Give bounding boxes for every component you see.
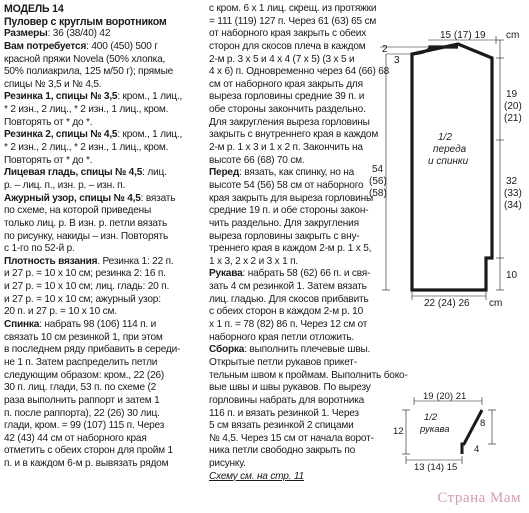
text-run: раза выполнить раппорт и затем 1 <box>4 394 160 406</box>
text-run: треннего края в каждом 2-м р. 1 х 5, <box>209 243 372 255</box>
text-line <box>209 243 384 256</box>
text-run: только лиц. р. В изн. р. петли вязать <box>4 217 168 229</box>
text-run: * 2 изн., 2 лиц., * 2 изн., 1 лиц., кром. <box>4 142 169 154</box>
text-line <box>4 3 204 16</box>
text-run: 2-м р. 3 х 5 и 4 х 4 (7 х 5) (3 х 5 и <box>209 53 355 65</box>
text-run: от наборного края закрыть с обеих <box>209 28 367 40</box>
text-run: см от наборного края закрыть для <box>209 78 363 90</box>
text-line <box>4 445 204 458</box>
text-line <box>4 332 204 345</box>
text-line <box>4 180 204 193</box>
text-line <box>4 357 204 370</box>
dim-right-side: 32 <box>506 176 518 187</box>
text-line <box>4 41 204 54</box>
text-run: : набрать 58 (62) 66 п. и свя- <box>242 268 371 280</box>
text-run: п. и в каждом 6-м р. вывязать рядом <box>4 458 169 470</box>
sleeve-label-name: рукава <box>420 424 450 435</box>
text-line <box>209 458 384 471</box>
bold-heading: Размеры <box>4 28 48 40</box>
text-run: закрыть с внутреннего края в каждом <box>209 129 379 141</box>
text-run: Повторять от * до *. <box>4 154 93 166</box>
text-run: с 1-го по 52-й р. <box>4 243 75 255</box>
text-run: лиц. гладью. Для скосов прибавить <box>209 293 369 305</box>
text-line <box>209 294 384 307</box>
text-line <box>4 54 204 67</box>
text-line <box>209 382 384 395</box>
text-line <box>209 104 384 117</box>
sleeve-schematic-diagram <box>390 392 500 472</box>
text-run: Повторять от * до *. <box>4 116 93 128</box>
text-line <box>4 420 204 433</box>
text-run: Открытые петли рукавов прикет- <box>209 356 357 368</box>
text-run: № 4,5. Через 15 см от начала ворот- <box>209 432 374 444</box>
bold-heading: Перед <box>209 167 240 179</box>
text-run: горловины набрать для воротника <box>209 394 365 406</box>
text-run: наборного края петли отложить. <box>209 331 355 343</box>
dim-right-side-2: (33) <box>504 188 522 199</box>
text-run: : выполнить плечевые швы. <box>244 344 371 356</box>
text-line <box>209 79 384 92</box>
text-line <box>4 458 204 471</box>
text-run: высоте 66 (68) 70 см. <box>209 154 305 166</box>
body-schematic-diagram <box>368 0 529 330</box>
text-line <box>4 79 204 92</box>
dim-top-unit: cm <box>506 30 520 41</box>
text-line <box>209 433 384 446</box>
text-line <box>209 408 384 421</box>
text-line <box>4 344 204 357</box>
text-run: п. после раппорта), 22 (26) 30 лиц. <box>4 407 160 419</box>
text-line <box>209 167 384 180</box>
bold-heading: Лицевая гладь, спицы № 4,5 <box>4 167 143 179</box>
text-run: р. – лиц. п., изн. р. – изн. п. <box>4 179 126 191</box>
text-run: х 1 п. = 78 (82) 86 п. Через 12 см от <box>209 319 368 331</box>
text-line <box>209 231 384 244</box>
text-run: отметить с обеих сторон для пройм 1 <box>4 445 173 457</box>
text-run: : 400 (450) 500 г <box>86 40 158 52</box>
text-run: 116 п. и вязать резинкой 1. Через <box>209 407 359 419</box>
sleeve-label-fraction: 1/2 <box>424 412 438 423</box>
dim-bottom-unit: cm <box>489 298 503 309</box>
text-line <box>209 180 384 193</box>
text-run: : лиц. <box>142 167 167 179</box>
watermark-logo: Страна Мам <box>437 490 521 506</box>
bold-heading: Ажурный узор, спицы № 4,5 <box>4 192 141 204</box>
text-run: с обеих сторон в каждом 2-м р. 10 <box>209 306 363 318</box>
text-run: тельным швом к проймам. Выполнить боко- <box>209 369 408 381</box>
text-run: чить раздельно. Для закругления <box>209 217 359 229</box>
text-run: спицы № 3,5 и № 4,5. <box>4 78 102 90</box>
text-line <box>209 142 384 155</box>
text-line <box>4 117 204 130</box>
bold-heading: Плотность вязания <box>4 255 98 267</box>
text-run: рисунку. <box>209 458 246 470</box>
text-line <box>209 16 384 29</box>
text-line <box>4 243 204 256</box>
text-line <box>4 408 204 421</box>
text-run: связать 10 см резинкой 1, при этом <box>4 331 163 343</box>
text-line <box>209 268 384 281</box>
text-line <box>4 231 204 244</box>
text-line <box>209 205 384 218</box>
text-line <box>209 369 408 383</box>
text-run: вые швы и швы рукавов. По вырезу <box>209 382 371 394</box>
diagram-label-fraction: 1/2 <box>438 132 452 143</box>
text-line <box>209 66 390 79</box>
text-line <box>4 167 204 180</box>
sleeve-dim-right: 8 <box>480 418 486 429</box>
bold-heading: Сборка <box>209 344 245 356</box>
text-run: 50% полиакрила, 125 м/50 г); прямые <box>4 66 174 78</box>
dim-right-armhole-3: (21) <box>504 113 522 124</box>
text-run: красной пряжи Novela (50% хлопка, <box>4 53 166 65</box>
text-line <box>4 205 204 218</box>
text-line <box>209 306 384 319</box>
text-run: зать 4 см резинкой 1. Затем вязать <box>209 281 367 293</box>
text-run: высоте 54 (56) 58 см от наборного <box>209 179 364 191</box>
dim-left-small: 3 <box>394 55 400 66</box>
text-run: 4 х 6) п. Одновременно через 64 (66) 68 <box>209 66 390 78</box>
text-run: сторон для скосов плеча в каждом <box>209 40 366 52</box>
bold-heading: Резинка 2, спицы № 4,5 <box>4 129 118 141</box>
text-line <box>4 433 204 446</box>
text-run: по рисунку, накиды – изн. Повторять <box>4 230 169 242</box>
text-line <box>4 28 204 41</box>
diagram-label-back: и спинки <box>428 156 469 167</box>
dim-left-height-3: (58) <box>369 188 387 199</box>
text-line <box>4 142 204 155</box>
text-run: следующим образом: кром., 22 (26) <box>4 369 165 381</box>
text-line <box>209 357 384 370</box>
text-line <box>4 268 204 281</box>
text-line <box>4 382 204 395</box>
text-run: 1 х 3, 2 х 2 и 3 х 1 п. <box>209 255 298 267</box>
text-line <box>209 256 384 269</box>
text-line <box>209 344 384 357</box>
text-run: с кром. 6 х 1 лиц. скрещ. из протяжки <box>209 3 377 14</box>
text-line <box>209 445 384 458</box>
text-line <box>209 41 384 54</box>
dim-right-armhole: 19 <box>506 89 518 100</box>
text-line <box>4 129 204 142</box>
text-run: 30 п. лиц. глади, 53 п. по схеме (2 <box>4 382 157 394</box>
bold-heading: Спинка <box>4 319 40 331</box>
text-line <box>209 155 384 168</box>
text-line <box>4 218 204 231</box>
diagram-label-front: переда <box>433 144 467 155</box>
text-line <box>209 28 384 41</box>
bold-heading: МОДЕЛЬ 14 <box>4 3 64 15</box>
text-run: выреза горловины средние 39 п. и <box>209 91 365 103</box>
text-run: и 27 р. = 10 х 10 см; ажурный узор: <box>4 293 161 305</box>
text-line <box>4 155 204 168</box>
text-line <box>4 66 204 79</box>
text-line <box>4 395 204 408</box>
dim-bottom: 22 (24) 26 <box>424 298 470 309</box>
text-line <box>4 16 204 29</box>
dim-right-rib: 10 <box>506 270 518 281</box>
text-run: : вязать <box>140 192 176 204</box>
text-run: средние 19 п. и обе стороны закон- <box>209 205 369 217</box>
text-run: ника петли свободно закрыть по <box>209 445 356 457</box>
text-column-middle <box>209 3 408 483</box>
text-run: = 111 (119) 127 п. Через 61 (63) 65 см <box>209 15 377 27</box>
dim-left-height-2: (56) <box>369 176 387 187</box>
text-run: в последнем ряду прибавить в середи- <box>4 344 181 356</box>
text-line <box>209 218 384 231</box>
text-run: не 1 п. Затем распределить петли <box>4 356 158 368</box>
text-run: 20 п. и 27 р. = 10 х 10 см. <box>4 306 117 318</box>
text-line <box>4 294 204 307</box>
text-run: края закрыть для выреза горловины <box>209 192 374 204</box>
text-column-left <box>4 3 204 471</box>
sleeve-dim-top: 19 (20) 21 <box>423 391 467 402</box>
text-run: глади, кром. = 99 (107) 115 п. Через <box>4 420 165 432</box>
text-line <box>4 319 204 332</box>
text-line <box>4 256 204 269</box>
text-line <box>209 91 384 104</box>
sleeve-dim-bottom: 13 (14) 15 <box>414 462 458 473</box>
text-run: . Резинка 1: 22 п. <box>97 255 174 267</box>
text-run: по схеме, на которой приведены <box>4 205 152 217</box>
text-line <box>209 281 384 294</box>
text-line <box>209 54 384 67</box>
text-run: : кром., 1 лиц., <box>117 129 183 141</box>
text-run: : вязать, как спинку, но на <box>239 167 355 179</box>
text-run: обе стороны закончить раздельно. <box>209 104 366 116</box>
text-run: 5 см вязать резинкой 2 спицами <box>209 420 354 432</box>
dim-top-left: 2 <box>382 44 388 55</box>
text-run: Для закругления выреза горловины <box>209 116 370 128</box>
text-line <box>4 193 204 206</box>
bold-heading: Пуловер с круглым воротником <box>4 15 167 28</box>
text-run: Схему см. на стр. 11 <box>209 470 304 482</box>
dim-right-side-3: (34) <box>504 200 522 211</box>
text-run: и 27 р. = 10 х 10 см; лиц. гладь: 20 п. <box>4 281 170 293</box>
text-run: : набрать 98 (106) 114 п. и <box>39 319 157 331</box>
text-line <box>209 319 384 332</box>
text-line <box>4 370 204 383</box>
text-line <box>209 117 384 130</box>
text-line <box>209 129 384 142</box>
text-run: : кром., 1 лиц., <box>117 91 183 103</box>
text-line <box>209 332 384 345</box>
text-run: 2-м р. 1 х 3 и 1 х 2 п. Закончить на <box>209 142 363 154</box>
text-line <box>209 471 384 484</box>
dim-top-mid: 15 (17) 19 <box>440 30 486 41</box>
dim-left-height: 54 <box>372 164 384 175</box>
text-run: : 36 (38/40) 42 <box>47 28 111 40</box>
sleeve-dim-left: 12 <box>393 426 404 437</box>
dim-right-armhole-2: (20) <box>504 101 522 112</box>
text-line <box>209 3 384 16</box>
text-line <box>4 281 204 294</box>
text-line <box>4 104 204 117</box>
bold-heading: Рукава <box>209 268 243 280</box>
text-run: выреза горловины закрыть с вну- <box>209 230 360 242</box>
text-run: и 27 р. = 10 х 10 см; резинка 2: 16 п. <box>4 268 166 280</box>
text-line <box>209 193 384 206</box>
text-run: 42 (43) 44 см от наборного края <box>4 432 147 444</box>
sleeve-dim-rib: 4 <box>474 444 480 455</box>
bold-heading: Резинка 1, спицы № 3,5 <box>4 91 118 103</box>
text-line <box>4 306 204 319</box>
text-line <box>4 91 204 104</box>
text-line <box>209 420 384 433</box>
text-run: * 2 изн., 2 лиц., * 2 изн., 1 лиц., кром. <box>4 104 169 116</box>
text-line <box>209 395 384 408</box>
bold-heading: Вам потребуется <box>4 40 87 52</box>
